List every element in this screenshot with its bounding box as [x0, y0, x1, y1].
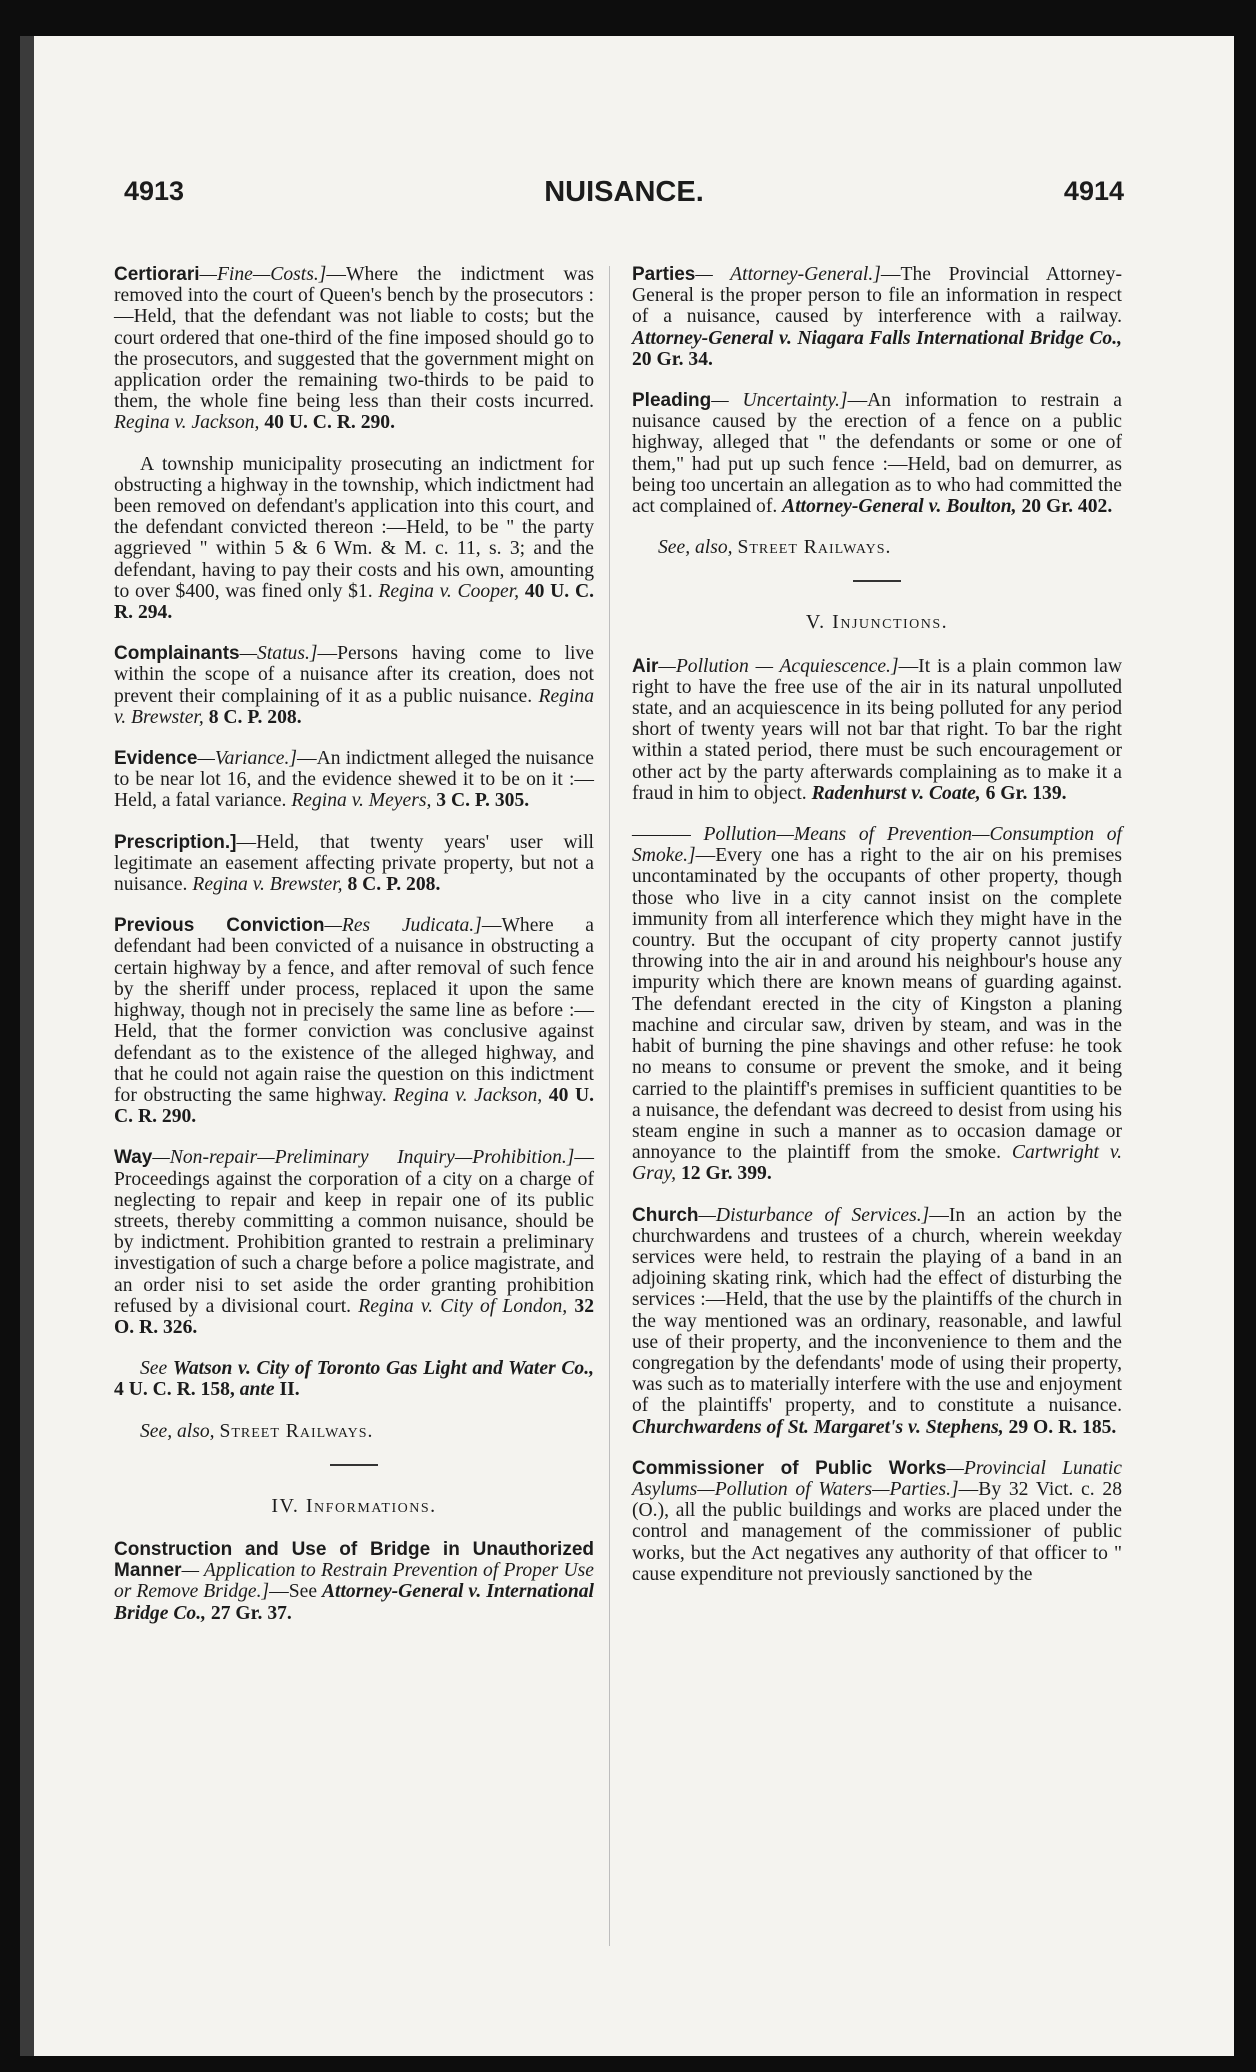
citation-case: Regina v. Jackson,	[114, 412, 260, 434]
entry-subheading: —Res Judicata.]	[324, 915, 482, 937]
citation-case: Regina v. Brewster,	[114, 685, 594, 728]
entry-certiorari	[114, 264, 594, 434]
entry-heading: Church	[632, 1204, 699, 1226]
see-also-left	[114, 1421, 594, 1442]
entry-heading: Evidence	[114, 748, 198, 770]
entry-body: —See	[269, 1581, 318, 1603]
entry-body: —The Provincial Attorney-General is the proper person to file an information in respect of a nuisance, caused by interference with a railway.	[632, 264, 1122, 328]
entry-subheading: — Application to Restrain Prevention of Proper Use or Remove Bridge.]	[114, 1560, 594, 1603]
citation-ref: 6 Gr. 139.	[985, 782, 1067, 804]
see-label: See, also,	[658, 537, 733, 559]
citation-ref: 20 Gr. 402.	[1021, 496, 1113, 518]
entry-subheading: Pollution—Means of Prevention—Consumption of Smoke.]	[632, 824, 1122, 867]
entry-heading: Parties	[632, 264, 696, 285]
entry-way	[114, 1147, 594, 1338]
entry-evidence	[114, 748, 594, 812]
entry-body: —Where a defendant had been convicted of a nuisance in obstructing a certain highway by a fence, and after removal of such fence by the sheriff under process, replaced it upon the same highway, though not in precisely the same line as before :—Held, that the former conviction was conclusive against defendant as to the existence of the alleged highway, and that he could not again raise the question on this indictment for obstructing the same highway.	[114, 915, 595, 1106]
entry-subheading: —Fine—Costs.]	[199, 264, 327, 285]
entry-pollution	[632, 824, 1122, 1184]
citation-ref: 40 U. C. R. 290.	[114, 1084, 595, 1128]
section-rule	[853, 580, 901, 582]
entry-church	[632, 1205, 1122, 1438]
entry-construction	[114, 1539, 594, 1624]
entry-heading: Commissioner of Public Works	[632, 1457, 947, 1479]
entry-previous-conviction	[114, 915, 594, 1127]
entry-heading: Certiorari	[114, 264, 200, 285]
citation-case: Churchwardens of St. Margaret's v. Stephens,	[632, 1416, 1004, 1438]
entry-body: —Every one has a right to the air on his premises uncontaminated by the occupants of other property, though those who live in a city cannot insist on the complete immunity from all interference which they might have in the country. But the occupant of city property cannot justify throwing into the air in and around his neighbour's house any impurity which there are known means of guarding against. The defendant erected in the city of Kingston a planing machine and circular saw, driven by steam, and was in the habit of burning the pine shavings and other refuse: he took no means to consume or prevent the smoke, and it being carried to the plaintiff's premises in sufficient quantities to be a nuisance, the defendant was decreed to desist from using his steam engine in such a manner as to occasion damage or annoyance to the plaintiff from the smoke.	[632, 845, 1122, 1164]
entry-subheading: —Disturbance of Services.]	[698, 1204, 930, 1226]
entry-heading: Prescription.]	[114, 831, 237, 853]
ante-ref: II.	[279, 1379, 300, 1401]
citation-case: Regina v. Meyers,	[291, 790, 432, 812]
entry-subheading: — Uncertainty.]	[711, 390, 848, 412]
running-head	[124, 176, 1124, 216]
citation-case: Attorney-General v. Niagara Falls International Bridge Co.,	[632, 327, 1122, 349]
entry-commissioner	[632, 1458, 1122, 1585]
see-label: See	[140, 1358, 168, 1380]
citation-case: Regina v. City of London,	[358, 1295, 568, 1317]
citation-ref: 32 O. R. 326.	[114, 1295, 594, 1338]
citation-ref: 12 Gr. 399.	[681, 1163, 772, 1185]
entry-air	[632, 656, 1122, 804]
entry-body: —Held, that twenty years' user will legitimate an easement affecting private property, but not a nuisance.	[114, 831, 594, 896]
citation-case: Cartwright v. Gray,	[632, 1142, 1122, 1185]
entry-heading: Air	[632, 655, 659, 677]
citation-case: Radenhurst v. Coate,	[811, 782, 981, 804]
entry-subheading: — Attorney-General.]	[695, 264, 881, 285]
page-number-right: 4914	[1063, 176, 1124, 206]
see-label: See, also,	[140, 1420, 215, 1442]
page-title: NUISANCE.	[544, 176, 704, 208]
entry-heading: Construction and Use of Bridge in Unauthorized Manner	[114, 1538, 594, 1582]
citation-ref: 3 C. P. 305.	[436, 790, 530, 812]
citation-ref: 4 U. C. R. 158,	[114, 1379, 235, 1401]
entry-subheading: —Variance.]	[197, 748, 298, 770]
citation-ref: 20 Gr. 34.	[632, 348, 713, 370]
entry-heading: Complainants	[114, 643, 240, 665]
see-reference: Street Railways.	[737, 537, 892, 559]
citation-ref: 8 C. P. 208.	[208, 706, 302, 728]
left-column	[114, 264, 594, 1644]
entry-complainants	[114, 643, 594, 728]
entry-heading: Previous Conviction	[114, 915, 325, 937]
entry-subheading: —Pollution — Acquiescence.]	[658, 655, 899, 677]
entry-pleading	[632, 390, 1122, 517]
entry-subheading: —Status.]	[239, 643, 318, 665]
entry-body: —Proceedings against the corporation of a city on a charge of neglecting to repair and keep in repair one of its public streets, thereby committing a common nuisance, should be by indictment. Prohibition granted to restrain a preliminary investigation of such a charge before a police magistrate, and an order nisi to set aside the order granting prohibition refused by a divisional court.	[114, 1147, 594, 1317]
entry-body: —Persons having come to live within the scope of a nuisance after its creation, does not prevent their complaining of it as a public nuisance.	[114, 643, 594, 707]
entry-body: —It is a plain common law right to have the free use of the air in its natural unpolluted state, and an acquiescence in its being polluted for any period short of twenty years will not bar that right. To bar the right within a stated period, there must be such encouragement or other act by the party afterwards complaining as to make it a fraud in him to object.	[632, 655, 1122, 804]
entry-heading: Pleading	[632, 390, 712, 412]
column-divider	[609, 266, 610, 1946]
citation-ref: 29 O. R. 185.	[1008, 1416, 1117, 1438]
entry-body: —Where the indictment was removed into the court of Queen's bench by the prosecutors :—Held, that the defendant was not liable to costs; but the court ordered that one-third of the fine imposed should go to the prosecutors, and suggested that the government might on application order the remaining two-thirds to be paid to them, the whole fine being less than their costs incurred.	[114, 264, 594, 413]
citation-case: Regina v. Cooper,	[378, 580, 520, 602]
page-number-left: 4913	[124, 176, 185, 206]
entry-subheading: —Non-repair—Preliminary Inquiry—Prohibition.]	[152, 1147, 575, 1169]
entry-township	[114, 454, 594, 624]
citation-ref: 40 U. C. R. 290.	[264, 412, 395, 434]
entry-body: —An information to restrain a nuisance caused by the erection of a fence on a public highway, alleged that " the defendants or some or one of them," had put up such fence :—Held, bad on demurrer, as being too uncertain an allegation as to who had committed the act complained of.	[632, 390, 1122, 518]
repeat-dash: ———	[632, 824, 691, 846]
see-reference: Street Railways.	[219, 1420, 374, 1442]
entry-heading: Way	[114, 1147, 153, 1169]
see-also-right	[632, 537, 1122, 558]
citation-ref: 27 Gr. 37.	[210, 1602, 292, 1624]
right-column	[632, 264, 1122, 1605]
citation-ref: 8 C. P. 208.	[347, 874, 441, 896]
entry-body: —An indictment alleged the nuisance to be near lot 16, and the evidence shewed it to be on it :—Held, a fatal variance.	[114, 748, 594, 812]
citation-case: Regina v. Brewster,	[192, 874, 343, 896]
citation-case: Attorney-General v. International Bridge Co.,	[114, 1581, 594, 1624]
section-rule	[330, 1464, 378, 1466]
entry-prescription	[114, 832, 594, 896]
book-page	[20, 36, 1234, 2056]
ante-label: ante	[239, 1379, 275, 1401]
entry-body: A township municipality prosecuting an indictment for obstructing a highway in the township, which indictment had been removed on defendant's application into this court, and the defendant convicted thereon :—Held, to be " the party aggrieved " within 5 & 6 Wm. & M. c. 11, s. 3; and the defendant, having to pay their costs and his own, amounting to over $400, was fined only $1.	[114, 453, 594, 602]
citation-ref: 40 U. C. R. 294.	[114, 580, 594, 624]
entry-subheading: —Provincial Lunatic Asylums—Pollution of Waters—Parties.]	[632, 1457, 1122, 1500]
citation-case: Regina v. Jackson,	[393, 1084, 543, 1106]
entry-body: —By 32 Vict. c. 28 (O.), all the public buildings and works are placed under the control and management of the commissioner of public works, but the Act negatives any authority of that officer to " cause expenditure not previously sanctioned by the	[632, 1478, 1122, 1585]
citation-case: Watson v. City of Toronto Gas Light and Water Co.,	[172, 1358, 594, 1380]
see-watson	[114, 1358, 594, 1400]
section-heading-iv: IV. Informations.	[271, 1494, 437, 1517]
entry-parties	[632, 264, 1122, 370]
section-heading-v: V. Injunctions.	[805, 611, 949, 634]
entry-body: —In an action by the churchwardens and trustees of a church, wherein weekday services were held, to restrain the playing of a band in an adjoining skating rink, which had the effect of disturbing the services :—Held, that the use by the plaintiffs of the church in the way mentioned was an ordinary, reasonable, and lawful use of their property, and the inconvenience to them and the congregation by the defendants' mode of using their property, was such as to materially interfere with the use and enjoyment of the plaintiffs' property, and to constitute a nuisance.	[632, 1204, 1122, 1417]
citation-case: Attorney-General v. Boulton,	[782, 496, 1017, 518]
